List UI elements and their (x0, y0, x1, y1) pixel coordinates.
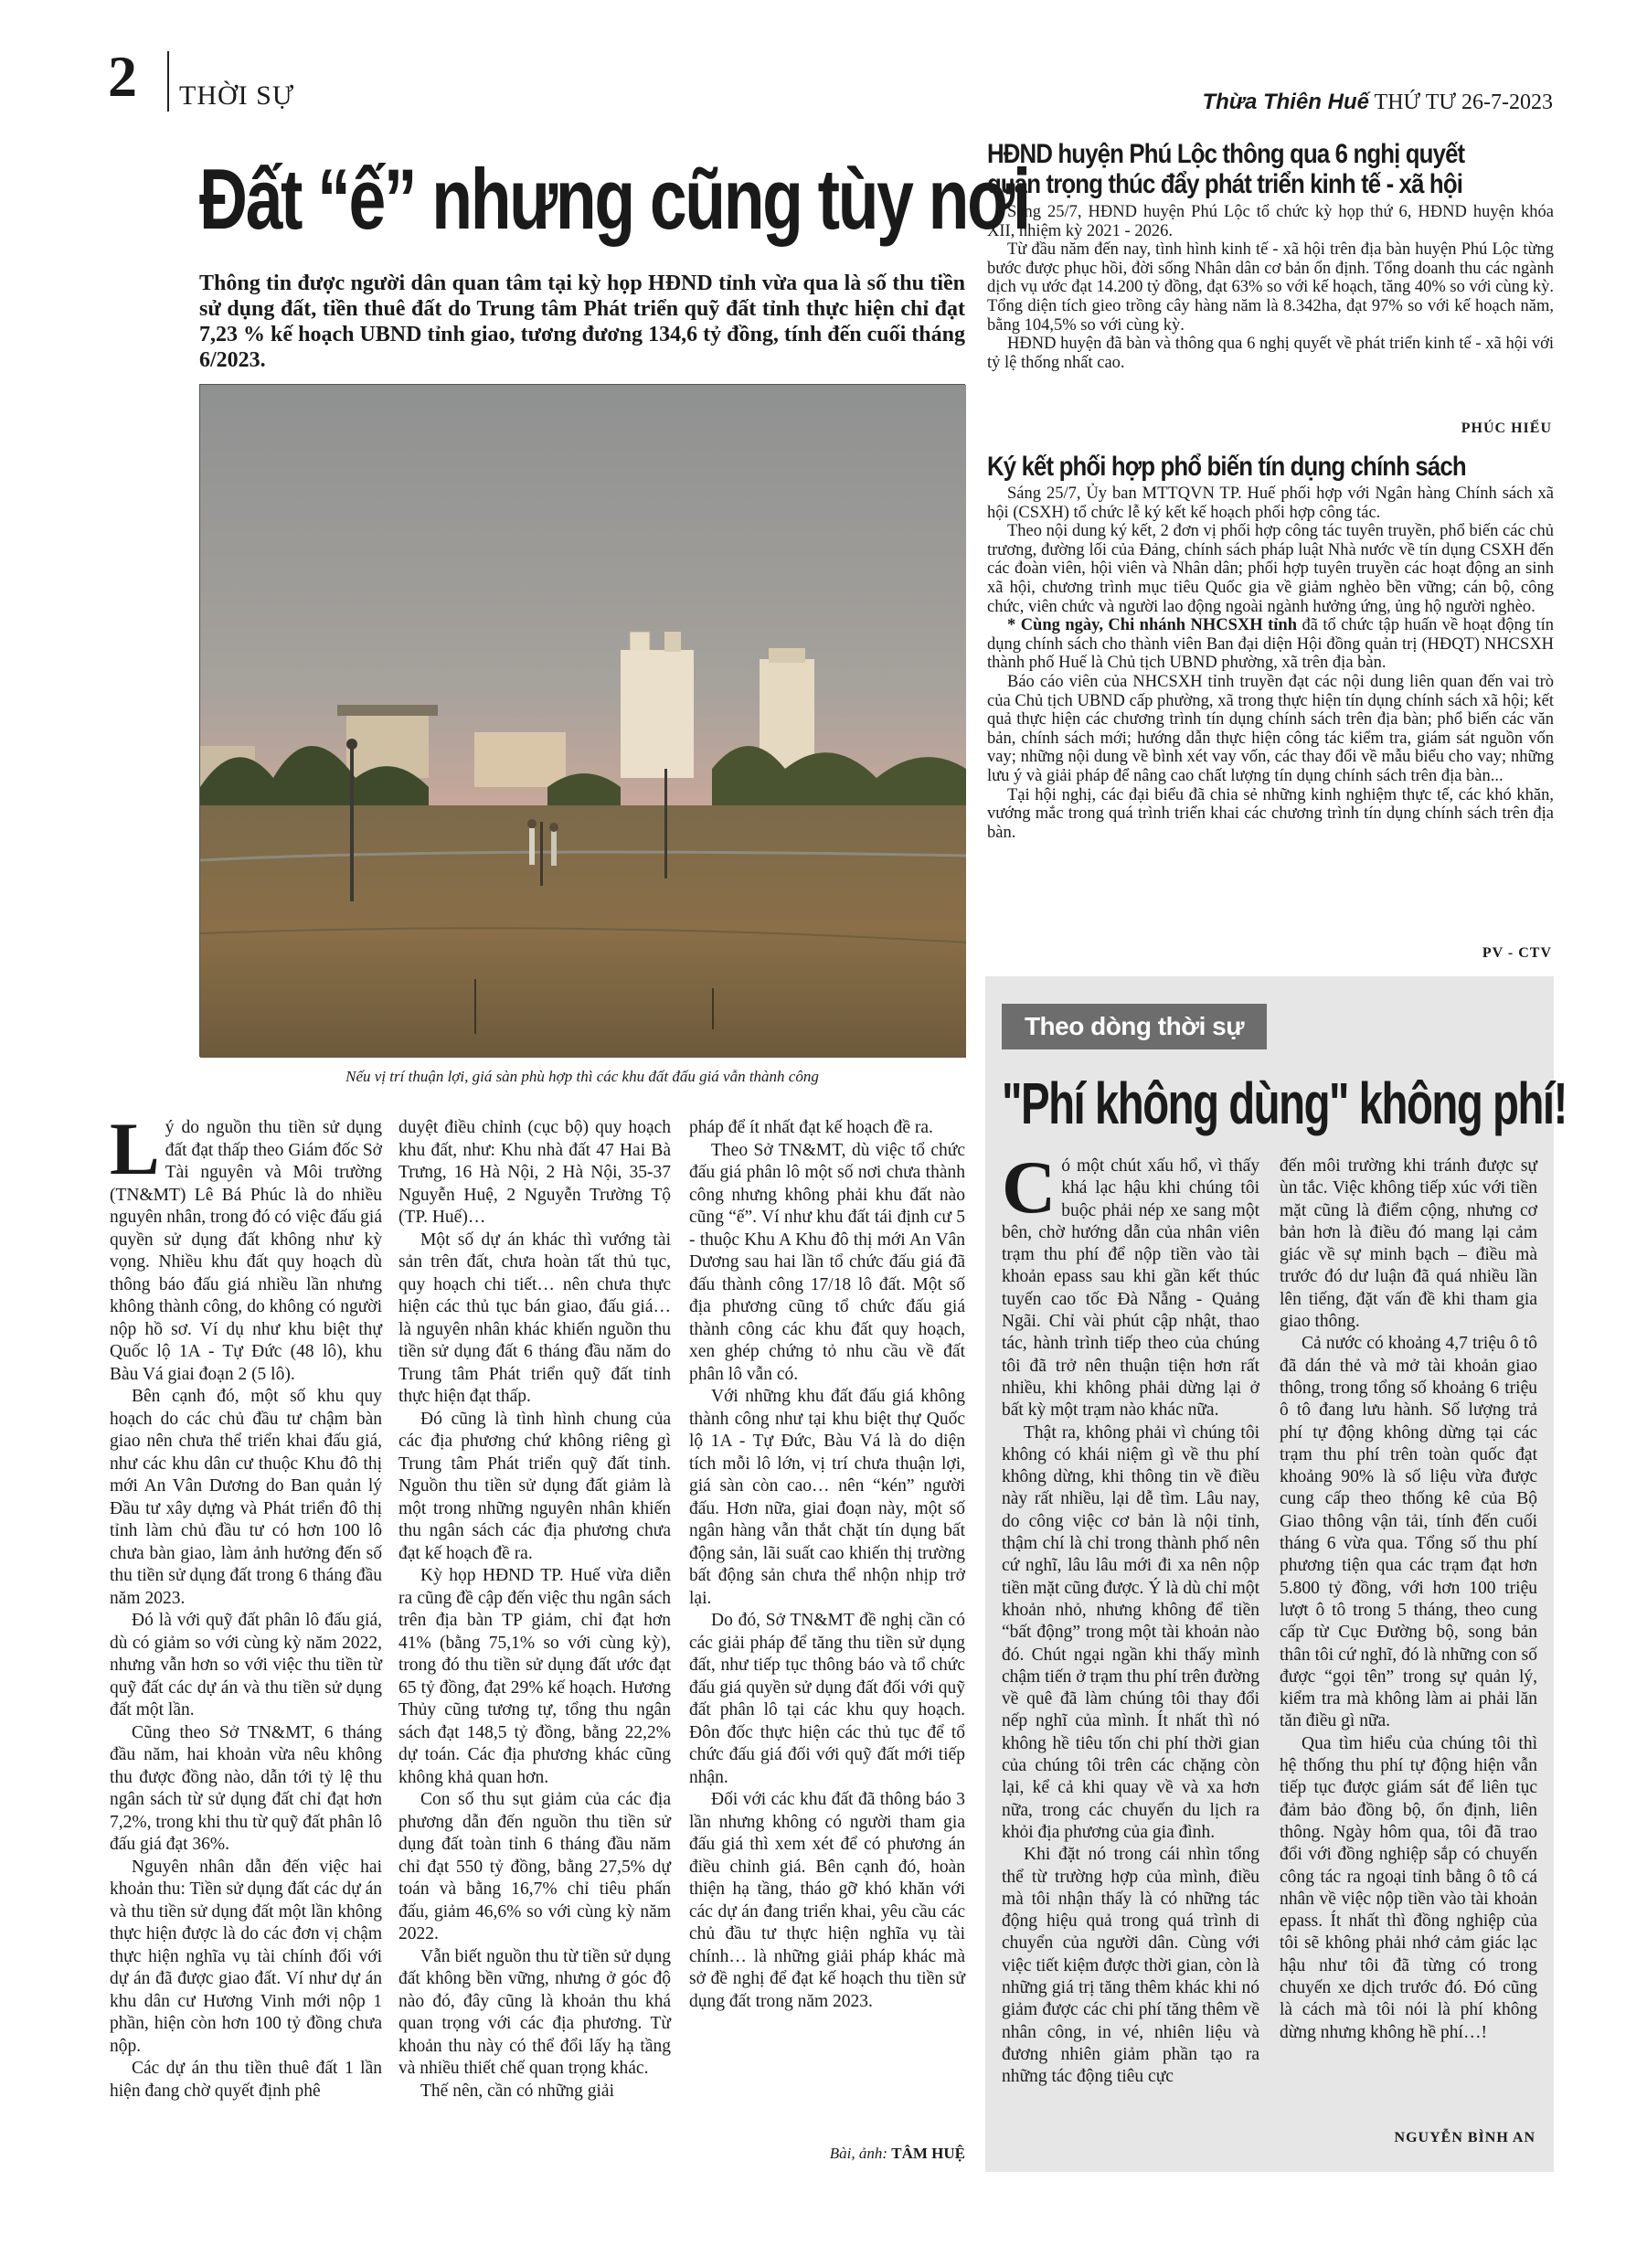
opinion-tag: Theo dòng thời sự (1002, 1004, 1267, 1049)
page-number: 2 (108, 44, 137, 109)
paragraph: Do đó, Sở TN&MT đề nghị cần có các giải pháp để tăng thu tiền sử dụng đất, như tiếp tục thông báo và tổ chức đấu giá quyền sử dụng đất đối với quỹ đất phân lô tại các khu quy hoạch. Đôn đốc thực hiện các thủ tục để tổ chức đấu giá đối với quỹ đất mới tiếp nhận. (689, 1611, 965, 1787)
paragraph: Cả nước có khoảng 4,7 triệu ô tô đã dán thẻ và mở tài khoản giao thông, trong tổng số khoảng 6 triệu ô tô đang lưu hành. Số lượng trả phí tự động không dừng tại các trạm thu phí trên toàn quốc đạt khoảng 90% là số liệu vừa được cung cấp theo thống kê của Bộ Giao thông vận tải, tính đến cuối tháng 6 vừa qua. Tổng số thu phí phương tiện qua các trạm đạt hơn 5.800 tỷ đồng, với hơn 100 triệu lượt ô tô trong 5 tháng, theo cung cấp từ Cục Đường bộ, song bản thân tôi cứ nghĩ, đó là những con số được “gọi tên” trong sự quản lý, kiểm tra mà không làm ai phải lăn tăn điều gì nữa. (1280, 1334, 1537, 1731)
paragraph-text: ý do nguồn thu tiền sử dụng đất đạt thấp theo Giám đốc Sở Tài nguyên và Môi trường (TN&MT) Lê Bá Phúc là do nhiều nguyên nhân, trong đó có việc đấu giá quyền sử dụng đất không như kỳ vọng. Nhiều khu đất quy hoạch dù thông báo đấu giá nhiều lần nhưng không thành công, do không có người nộp hồ sơ. Ví dụ như khu biệt thự Quốc lộ 1A - Tự Đức (48 lô), khu Bàu Vá giai đoạn 2 (5 lô). (110, 1118, 382, 1384)
brief-2-body (987, 484, 1554, 842)
paragraph: Đó là với quỹ đất phân lô đấu giá, dù có giảm so với cùng kỳ năm 2022, nhưng vẫn hơn so với việc thu tiền từ quỹ đất các dự án và thu tiền sử dụng đất một lần. (110, 1611, 382, 1720)
title-line: quan trọng thúc đẩy phát triển kinh tế - xã hội (987, 169, 1463, 199)
paragraph: Bên cạnh đó, một số khu quy hoạch do các chủ đầu tư chậm bàn giao nên chưa thể triển khai đấu giá, như các khu dân cư thuộc Khu đô thị mới An Vân Dương do Ban quản lý Đầu tư xây dựng và Phát triển đô thị tỉnh làm chủ đầu tư có hơn 100 lô chưa bàn giao, làm ảnh hưởng đến số thu tiền sử dụng đất trong 6 tháng đầu năm 2023. (110, 1387, 382, 1608)
opinion-title: "Phí không dùng" không phí! (1002, 1070, 1567, 1136)
paragraph: Với những khu đất đấu giá không thành công như tại khu biệt thự Quốc lộ 1A - Tự Đức, Bàu Vá là do diện tích mỗi lô lớn, vị trí chưa thuận lợi, giá sàn còn cao… nên “kén” người đấu. Hơn nữa, giai đoạn này, một số ngân hàng vẫn thắt chặt tín dụng bất động sản, lãi suất cao khiến thị trường bất động sản chưa thể nhộn nhịp trở lại. (689, 1387, 965, 1608)
paragraph (110, 1107, 382, 1386)
paragraph: Đó cũng là tình hình chung của các địa phương chứ không riêng gì Trung tâm Phát triển quỹ đất tỉnh. Nguồn thu tiền sử dụng đất giảm là một trong những nguyên nhân khiến thu ngân sách các địa phương chưa đạt kế hoạch đề ra. (398, 1409, 671, 1563)
paragraph: Kỳ họp HĐND TP. Huế vừa diễn ra cũng đề cập đến việc thu ngân sách trên địa bàn TP giảm, chỉ đạt hơn 41% (bằng 75,1% so với cùng kỳ), trong đó thu tiền sử dụng đất ước đạt 65 tỷ đồng, đạt 29% kế hoạch. Hương Thủy cũng tương tự, tổng thu ngân sách đạt 148,5 tỷ đồng, bằng 22,2% dự toán. Các địa phương khác cũng không khả quan hơn. (398, 1566, 671, 1787)
paragraph: Con số thu sụt giảm của các địa phương dẫn đến nguồn thu tiền sử dụng đất toàn tỉnh 6 tháng đầu năm chỉ đạt 550 tỷ đồng, bằng 27,5% dự toán và bằng 16,7% chỉ tiêu phấn đấu, giảm 46,6% so với cùng kỳ năm 2022. (398, 1790, 671, 1943)
main-article-column-1 (110, 1107, 382, 2103)
opinion-byline: NGUYỄN BÌNH AN (1394, 2130, 1535, 2146)
paragraph: Cũng theo Sở TN&MT, 6 tháng đầu năm, hai khoản vừa nêu không thu được đồng nào, dẫn tới tỷ lệ thu ngân sách từ sử dụng đất chỉ đạt hơn 7,2%, trong khi thu từ quỹ đất phân lô đấu giá đạt 36%. (110, 1722, 382, 1854)
publication-name: Thừa Thiên Huế (1202, 90, 1369, 114)
paragraph: Qua tìm hiểu của chúng tôi thì hệ thống thu phí tự động hiện vẫn tiếp tục được giám sát để liên tục đảm bảo đồng bộ, ổn định, liên thông. Ngày hôm qua, tôi đã trao đổi với đồng nghiệp sắp có chuyến công tác ra ngoại tỉnh bằng ô tô cá nhân về việc nộp tiền vào tài khoản epass. Ít nhất thì đồng nghiệp của tôi sẽ không phải nhớ cảm giác lạc hậu như tôi đã từng có trong chuyến xe dịch trước đó. Đó cũng là cách mà tôi nói là phí không dừng nhưng không hề phí…! (1280, 1733, 1537, 2042)
paragraph: Khi đặt nó trong cái nhìn tổng thể từ trường hợp của mình, điều mà tôi nhận thấy là có những tác động hiệu quả trong quá trình di chuyển của người dân. Cùng với việc tiết kiệm được thời gian, còn là những giá trị tăng thêm khác khi nó giảm được các chi phí tăng thêm về nhân công, in vé, nhiên liệu và đương nhiên giảm phần tạo ra những tác động tiêu cực (1002, 1845, 1259, 2087)
paragraph: Thế nên, cần có những giải (420, 2081, 614, 2101)
paragraph: Báo cáo viên của NHCSXH tỉnh truyền đạt các nội dung liên quan đến vai trò của Chủ tịch UBND cấp phường, xã trong thực hiện tín dụng chính sách xã hội; kết quả thực hiện các chương trình tín dụng chính sách trên địa bàn; phổ biến các văn bản, chính sách mới; hướng dẫn thực hiện công tác kiểm tra, giám sát nguồn vốn vay; những nội dung về bình xét vay vốn, các thay đổi về mẫu biểu cho vay; những lưu ý và giải pháp để nâng cao chất lượng tín dụng chính sách trên địa bàn... (987, 672, 1554, 785)
main-article-column-2 (398, 1117, 671, 2103)
paragraph: Các dự án thu tiền thuê đất 1 lần hiện đang chờ quyết định phê (110, 2059, 382, 2101)
paragraph: pháp để ít nhất đạt kế hoạch đề ra. (689, 1118, 933, 1137)
main-article-title: Đất “ế” nhưng cũng tùy nơi (199, 151, 1029, 247)
drop-cap: C (1002, 1145, 1057, 1229)
article-photo (199, 384, 965, 1057)
issue-date: THỨ TƯ 26-7-2023 (1374, 91, 1553, 114)
section-name: THỜI SỰ (179, 80, 295, 111)
paragraph: Tại hội nghị, các đại biểu đã chia sẻ những kinh nghiệm thực tế, các khó khăn, vướng mắc trong quá trình triển khai các chương trình tín dụng chính sách trên địa bàn. (987, 785, 1554, 842)
brief-1-byline: PHÚC HIẾU (1461, 421, 1552, 436)
paragraph (987, 616, 1554, 673)
brief-1-body (987, 203, 1554, 372)
paragraph: Nguyên nhân dẫn đến việc hai khoản thu: Tiền sử dụng đất các dự án và thu tiền sử dụng đất một lần không thực hiện được là do các đơn vị chậm thực hiện nghĩa vụ tài chính đối với dự án đã được giao đất. Ví như dự án khu dân cư Hương Vinh mới nộp 1 phần, hiện còn hơn 100 tỷ đồng chưa nộp. (110, 1857, 382, 2056)
opinion-column-2 (1280, 1155, 1537, 2044)
title-line: HĐND huyện Phú Lộc thông qua 6 nghị quyết (987, 139, 1465, 169)
paragraph: Từ đầu năm đến nay, tình hình kinh tế - xã hội trên địa bàn huyện Phú Lộc từng bước được phục hồi, đời sống Nhân dân cơ bản ổn định. Tổng doanh thu các ngành dịch vụ ước đạt 14.200 tỷ đồng, đạt 63% so với kế hoạch, tăng 40% so với cùng kỳ. Tổng diện tích gieo trồng cây hàng năm là 8.342ha, đạt 97% so với kế hoạch năm, bằng 104,5% so với cùng kỳ. (987, 240, 1554, 335)
paragraph (1002, 1145, 1259, 1422)
paragraph: Đối với các khu đất đã thông báo 3 lần nhưng không có người tham gia đấu giá thì xem xét để có phương án điều chỉnh giá. Bên cạnh đó, hoàn thiện hạ tầng, tháo gỡ khó khăn với các dự án đang triển khai, yêu cầu các chủ đầu tư thực hiện nghĩa vụ tài chính… là những giải pháp khác mà sở đề nghị để đạt kế hoạch thu tiền sử dụng đất trong năm 2023. (689, 1790, 965, 2011)
paragraph-text: đã tổ chức tập huấn về hoạt động tín dụng chính sách cho thành viên Ban đại diện Hội đồng quản trị (HĐQT) NHCSXH thành phố Huế là Chủ tịch UBND phường, xã trên địa bàn. (987, 616, 1554, 673)
paragraph: Thật ra, không phải vì chúng tôi không có khái niệm gì về thu phí không dừng, khi thông tin về điều này rất nhiều, lại dễ tìm. Lâu nay, do công việc cơ bản là nội tỉnh, thậm chí là chỉ trong thành phố nên cứ nghĩ, lâu lâu mới đi xa nên nộp tiền mặt cũng được. Ý là dù chỉ một khoản nhỏ, nhưng không để tiền “bất động” trong một tài khoản nào đó. Chút ngại ngần khi thấy mình chậm tiến ở trạm thu phí trên đường về quê đã làm chúng tôi thay đổi nếp nghĩ của mình. Ít nhất thì nó không hề tiêu tốn chi phí thời gian của chúng tôi trên các chặng còn lại, kể cả khi quay về và xa hơn nữa, trong các chuyến du lịch ra khỏi địa phương của gia đình. (1002, 1422, 1259, 1842)
main-article-byline (830, 2145, 965, 2163)
header-divider (167, 51, 169, 112)
brief-2-byline: PV - CTV (1482, 945, 1552, 961)
masthead-info (1202, 90, 1553, 115)
paragraph: Theo Sở TN&MT, dù việc tổ chức đấu giá phân lô một số nơi chưa thành công nhưng không phải khu đất nào cũng “ế”. Ví như khu đất tái định cư 5 - thuộc Khu A Khu đô thị mới An Vân Dương sau hai lần tổ chức đấu giá đã đấu thành công 17/18 lô đất. Một số địa phương cũng tổ chức đấu giá thành công các khu đất quy hoạch, xen ghép chứng tỏ nhu cầu về đất phân lô vẫn có. (689, 1140, 965, 1384)
paragraph-lead: * Cùng ngày, Chi nhánh NHCSXH tỉnh (1007, 616, 1297, 635)
main-article-column-3 (689, 1117, 965, 2013)
paragraph: duyệt điều chỉnh (cục bộ) quy hoạch khu đất, như: Khu nhà đất 47 Hai Bà Trưng, 16 Hà Nội, 2 Hà Nội, 35-37 Nguyễn Huệ, 2 Nguyễn Trường Tộ (TP. Huế)… (398, 1118, 671, 1227)
byline-prefix: Bài, ảnh: (829, 2145, 887, 2162)
photo-illustration (200, 385, 966, 1058)
paragraph: đến môi trường khi tránh được sự ùn tắc. Việc không tiếp xúc với tiền mặt cũng là điểm cộng, nhưng cơ bản hơn là điều đó mang lại cảm giác về sự minh bạch – điều mà trước đó dư luận đã quá nhiều lần lên tiếng, đặt vấn đề khi tham gia giao thông. (1280, 1156, 1537, 1332)
paragraph: Vẫn biết nguồn thu từ tiền sử dụng đất không bền vững, nhưng ở góc độ nào đó, đây cũng là khoản thu khá quan trọng với các địa phương. Từ khoản thu này có thể đổi lấy hạ tầng và nhiều thiết chế quan trọng khác. (398, 1946, 671, 2078)
paragraph: Sáng 25/7, HĐND huyện Phú Lộc tổ chức kỳ họp thứ 6, HĐND huyện khóa XII, nhiệm kỳ 2021 - 2026. (987, 203, 1554, 240)
paragraph-text: ó một chút xấu hổ, vì thấy khá lạc hậu khi chúng tôi buộc phải nép xe sang một bên, chờ hướng dẫn của nhân viên trạm thu phí để nộp tiền vào tài khoản epass sau khi gần kết thúc tuyến cao tốc Đà Nẵng - Quảng Ngãi. Chỉ vài phút cập nhật, thao tác, hành trình tiếp theo của chúng tôi đã trở nên thuận tiện hơn rất nhiều, khi không phải dừng lại ở bất kỳ một trạm nào khác nữa. (1002, 1156, 1259, 1421)
paragraph: HĐND huyện đã bàn và thông qua 6 nghị quyết về phát triển kinh tế - xã hội với tỷ lệ thống nhất cao. (987, 335, 1554, 372)
photo-caption: Nếu vị trí thuận lợi, giá sàn phù hợp thì các khu đất đấu giá vẫn thành công (345, 1068, 819, 1085)
paragraph: Sáng 25/7, Ủy ban MTTQVN TP. Huế phối hợp với Ngân hàng Chính sách xã hội (CSXH) tổ chức lễ ký kết kế hoạch phối hợp công tác. (987, 484, 1554, 522)
main-article-lead: Thông tin được người dân quan tâm tại kỳ họp HĐND tỉnh vừa qua là số thu tiền sử dụng đất, tiền thuê đất do Trung tâm Phát triển quỹ đất tỉnh thực hiện chỉ đạt 7,23 % kế hoạch UBND tỉnh giao, tương đương 134,6 tỷ đồng, tính đến cuối tháng 6/2023. (199, 272, 965, 372)
paragraph: Theo nội dung ký kết, 2 đơn vị phối hợp công tác tuyên truyền, phổ biến các chủ trương, đường lối của Đảng, chính sách pháp luật Nhà nước về tín dụng CSXH đến các đoàn viên, hội viên và Nhân dân; phối hợp tuyên truyền các hoạt động an sinh xã hội, chương trình mục tiêu Quốc gia về giảm nghèo bền vững; cán bộ, công chức, viên chức và người lao động ngoài ngành hưởng ứng, ủng hộ người nghèo. (987, 522, 1554, 616)
byline-author: TÂM HUỆ (891, 2145, 965, 2162)
drop-cap: L (110, 1107, 160, 1190)
brief-2-title: Ký kết phối hợp phổ biến tín dụng chính sách (987, 452, 1466, 482)
brief-1-title (987, 139, 1474, 199)
paragraph: Một số dự án khác thì vướng tài sản trên đất, chưa hoàn tất thủ tục, quy hoạch chi tiết… nên chưa thực hiện các thủ tục bán giao, đấu giá… là nguyên nhân khác khiến nguồn thu tiền sử dụng đất 6 tháng đầu năm do Trung tâm Phát triển quỹ đất tỉnh thực hiện đạt thấp. (398, 1230, 671, 1406)
opinion-column-1 (1002, 1145, 1259, 2088)
